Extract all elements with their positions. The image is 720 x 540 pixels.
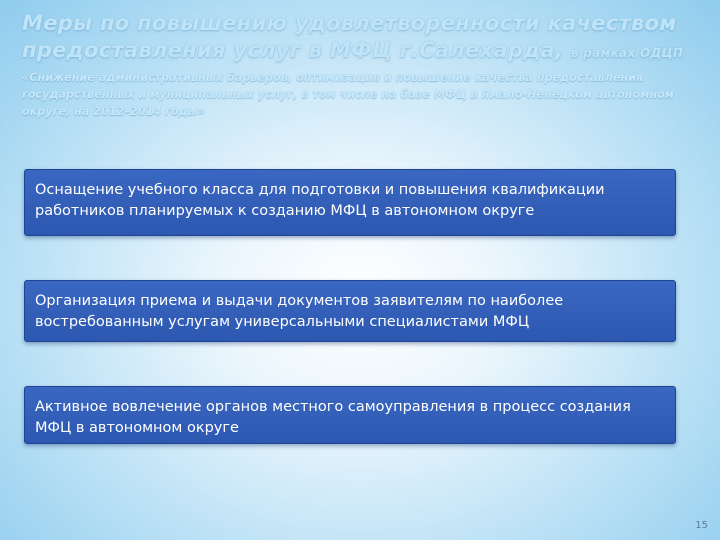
page-number: 15 xyxy=(695,520,708,531)
slide-title-suffix: в рамках ОДЦП xyxy=(570,46,684,60)
measure-item-1: Оснащение учебного класса для подготовки и повышения квалификации работников планируемых к созданию МФЦ в автономном округе xyxy=(24,169,676,236)
slide-title-main: Меры по повышению удовлетворенности качеством предоставления услуг в МФЦ г.Салехарда, xyxy=(22,11,677,62)
measure-item-2: Организация приема и выдачи документов заявителям по наиболее востребованным услугам универсальными специалистами МФЦ xyxy=(24,280,676,342)
slide-subtitle: «Снижение административных барьеров, оптимизация и повышение качества предоставления государственных и муниципальных услуг, в том числе на базе МФЦ в Ямало-Ненецком автономном округе, на 2012–2014 годы» xyxy=(22,71,674,118)
measure-item-3: Активное вовлечение органов местного самоуправления в процесс создания МФЦ в автономном округе xyxy=(24,386,676,444)
